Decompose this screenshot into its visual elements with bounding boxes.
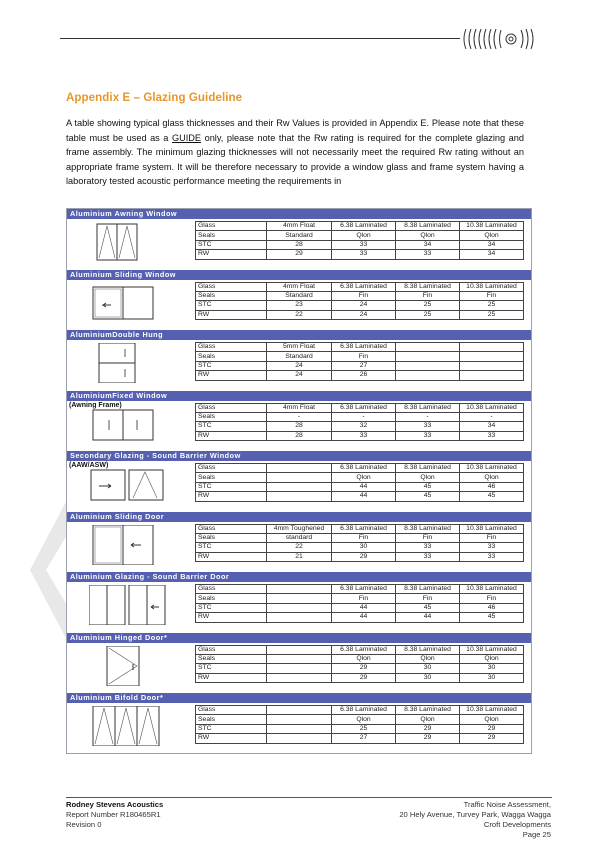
value-cell: 24 <box>267 361 332 370</box>
value-cell <box>267 464 332 473</box>
value-cell: 27 <box>332 361 396 370</box>
value-cell: 34 <box>460 422 524 431</box>
section-title: Aluminium Sliding Door <box>67 512 531 522</box>
table-row <box>196 613 524 622</box>
footer-address: 20 Hely Avenue, Turvey Park, Wagga Wagga <box>399 810 551 819</box>
value-cell <box>267 673 332 682</box>
section-subtitle: (AAW/ASW) <box>69 462 109 469</box>
footer-rule <box>66 797 552 798</box>
table-row <box>196 715 524 724</box>
table-row <box>196 343 524 352</box>
value-cell: 8.38 Laminated <box>396 222 460 231</box>
value-cell <box>267 594 332 603</box>
glazing-spec-table <box>195 524 524 563</box>
table-row <box>196 492 524 501</box>
value-cell: 4mm Float <box>267 222 332 231</box>
value-cell: 44 <box>396 613 460 622</box>
value-cell: Qlon <box>396 715 460 724</box>
row-label-cell: Seals <box>196 533 267 542</box>
value-cell: 33 <box>332 250 396 259</box>
fixed-diagram-icon <box>89 404 169 444</box>
row-label-cell: Seals <box>196 291 267 300</box>
value-cell <box>267 645 332 654</box>
value-cell <box>267 664 332 673</box>
table-row <box>196 412 524 421</box>
value-cell: 8.38 Laminated <box>396 464 460 473</box>
row-label-cell: Glass <box>196 403 267 412</box>
value-cell: 28 <box>267 431 332 440</box>
value-cell: 6.38 Laminated <box>332 282 396 291</box>
value-cell: 30 <box>332 543 396 552</box>
value-cell: 10.38 Laminated <box>460 403 524 412</box>
table-row <box>196 371 524 380</box>
window-type-section <box>67 330 531 391</box>
value-cell: 25 <box>332 724 396 733</box>
value-cell: 30 <box>460 664 524 673</box>
row-label-cell: Glass <box>196 464 267 473</box>
value-cell: 29 <box>267 250 332 259</box>
value-cell: - <box>396 412 460 421</box>
window-type-section <box>67 512 531 573</box>
section-title: Secondary Glazing - Sound Barrier Window <box>67 451 531 461</box>
table-row <box>196 524 524 533</box>
section-subtitle: (Awning Frame) <box>69 401 122 409</box>
header-rule <box>60 38 460 39</box>
footer-page-number: Page 25 <box>522 830 551 839</box>
value-cell <box>396 352 460 361</box>
value-cell: 45 <box>460 613 524 622</box>
value-cell: - <box>460 412 524 421</box>
row-label-cell: Glass <box>196 524 267 533</box>
guide-emphasis: GUIDE <box>171 132 202 143</box>
value-cell: 25 <box>396 310 460 319</box>
value-cell: 33 <box>396 431 460 440</box>
row-label-cell: Seals <box>196 654 267 663</box>
value-cell: 10.38 Laminated <box>460 524 524 533</box>
value-cell <box>460 361 524 370</box>
value-cell <box>460 352 524 361</box>
hinged-diagram-icon <box>89 646 169 686</box>
table-row <box>196 482 524 491</box>
value-cell: Fin <box>460 594 524 603</box>
bifold-diagram-icon <box>89 706 169 746</box>
value-cell <box>396 361 460 370</box>
value-cell: 22 <box>267 543 332 552</box>
table-row <box>196 352 524 361</box>
section-title: Aluminium Bifold Door* <box>67 693 531 703</box>
value-cell: 44 <box>332 603 396 612</box>
value-cell <box>267 734 332 743</box>
value-cell <box>267 715 332 724</box>
glazing-spec-table <box>195 342 524 381</box>
section-title: Aluminium Hinged Door* <box>67 633 531 643</box>
glazing-spec-table <box>195 221 524 260</box>
value-cell: - <box>332 412 396 421</box>
value-cell: 29 <box>460 734 524 743</box>
row-label-cell: Seals <box>196 473 267 482</box>
value-cell: 33 <box>460 552 524 561</box>
concentric-sound-waves-icon <box>462 26 544 52</box>
value-cell <box>396 343 460 352</box>
row-label-cell: STC <box>196 301 267 310</box>
value-cell: 6.38 Laminated <box>332 403 396 412</box>
footer-client: Croft Developments <box>483 820 551 829</box>
value-cell: Fin <box>332 291 396 300</box>
value-cell: 33 <box>460 431 524 440</box>
row-label-cell: Seals <box>196 231 267 240</box>
value-cell <box>267 613 332 622</box>
row-label-cell: STC <box>196 543 267 552</box>
table-row <box>196 250 524 259</box>
table-row <box>196 734 524 743</box>
row-label-cell: Glass <box>196 585 267 594</box>
value-cell: 29 <box>396 734 460 743</box>
value-cell: 44 <box>332 613 396 622</box>
value-cell: 32 <box>332 422 396 431</box>
value-cell: - <box>267 412 332 421</box>
row-label-cell: Glass <box>196 645 267 654</box>
window-type-section <box>67 572 531 633</box>
value-cell <box>460 371 524 380</box>
row-label-cell: STC <box>196 664 267 673</box>
value-cell: Qlon <box>460 473 524 482</box>
value-cell: 6.38 Laminated <box>332 645 396 654</box>
value-cell: 33 <box>332 240 396 249</box>
value-cell: 8.38 Laminated <box>396 524 460 533</box>
value-cell: 26 <box>332 371 396 380</box>
value-cell: 25 <box>460 301 524 310</box>
value-cell: 33 <box>396 422 460 431</box>
value-cell: 10.38 Laminated <box>460 706 524 715</box>
value-cell: 34 <box>460 250 524 259</box>
value-cell: 30 <box>460 673 524 682</box>
value-cell: 28 <box>267 240 332 249</box>
table-row <box>196 301 524 310</box>
slidingdoor-diagram-icon <box>89 525 169 565</box>
barrierdoor-diagram-icon <box>89 585 169 625</box>
value-cell: Fin <box>332 594 396 603</box>
window-type-section <box>67 270 531 331</box>
glazing-table-sheet <box>66 208 532 754</box>
value-cell: 23 <box>267 301 332 310</box>
table-row <box>196 403 524 412</box>
value-cell: 4mm Toughened <box>267 524 332 533</box>
row-label-cell: STC <box>196 240 267 249</box>
footer-project: Traffic Noise Assessment, <box>463 800 551 809</box>
value-cell: Standard <box>267 231 332 240</box>
value-cell: Qlon <box>332 473 396 482</box>
value-cell: 46 <box>460 603 524 612</box>
value-cell <box>267 482 332 491</box>
value-cell <box>267 492 332 501</box>
value-cell: Standard <box>267 291 332 300</box>
value-cell: 6.38 Laminated <box>332 343 396 352</box>
value-cell: 8.38 Laminated <box>396 585 460 594</box>
table-row <box>196 473 524 482</box>
value-cell: 27 <box>332 734 396 743</box>
value-cell: 29 <box>332 664 396 673</box>
value-cell: 30 <box>396 664 460 673</box>
row-label-cell: Glass <box>196 282 267 291</box>
value-cell <box>267 706 332 715</box>
value-cell: Qlon <box>332 654 396 663</box>
table-row <box>196 724 524 733</box>
table-row <box>196 645 524 654</box>
value-cell <box>267 724 332 733</box>
value-cell <box>460 343 524 352</box>
value-cell: 8.38 Laminated <box>396 645 460 654</box>
table-row <box>196 431 524 440</box>
value-cell: 10.38 Laminated <box>460 645 524 654</box>
value-cell: standard <box>267 533 332 542</box>
value-cell: Qlon <box>460 654 524 663</box>
value-cell: Fin <box>460 291 524 300</box>
value-cell: Qlon <box>332 715 396 724</box>
row-label-cell: STC <box>196 361 267 370</box>
table-row <box>196 282 524 291</box>
value-cell: Qlon <box>396 473 460 482</box>
secondary-diagram-icon <box>89 464 169 504</box>
value-cell: 22 <box>267 310 332 319</box>
table-row <box>196 594 524 603</box>
value-cell: 34 <box>396 240 460 249</box>
value-cell: 29 <box>460 724 524 733</box>
row-label-cell: Seals <box>196 412 267 421</box>
window-type-section <box>67 451 531 512</box>
value-cell: Fin <box>332 352 396 361</box>
value-cell: 45 <box>396 482 460 491</box>
glazing-spec-table <box>195 705 524 744</box>
value-cell <box>267 654 332 663</box>
row-label-cell: RW <box>196 250 267 259</box>
value-cell: 45 <box>396 492 460 501</box>
value-cell <box>267 473 332 482</box>
intro-paragraph <box>66 116 524 189</box>
value-cell: 33 <box>396 543 460 552</box>
row-label-cell: STC <box>196 724 267 733</box>
value-cell: Fin <box>396 291 460 300</box>
row-label-cell: Glass <box>196 343 267 352</box>
value-cell: 29 <box>332 673 396 682</box>
section-title: AluminiumDouble Hung <box>67 330 531 340</box>
value-cell: 28 <box>267 422 332 431</box>
table-row <box>196 240 524 249</box>
table-row <box>196 291 524 300</box>
value-cell: 8.38 Laminated <box>396 403 460 412</box>
window-type-section <box>67 633 531 694</box>
value-cell: Qlon <box>332 231 396 240</box>
table-row <box>196 654 524 663</box>
table-row <box>196 603 524 612</box>
value-cell: 6.38 Laminated <box>332 585 396 594</box>
value-cell: 24 <box>332 301 396 310</box>
row-label-cell: RW <box>196 552 267 561</box>
table-row <box>196 585 524 594</box>
value-cell: 6.38 Laminated <box>332 706 396 715</box>
value-cell: 4mm Float <box>267 282 332 291</box>
value-cell: 10.38 Laminated <box>460 222 524 231</box>
glazing-spec-table <box>195 645 524 684</box>
glazing-spec-table <box>195 584 524 623</box>
value-cell: 29 <box>332 552 396 561</box>
glazing-spec-table <box>195 403 524 442</box>
row-label-cell: RW <box>196 371 267 380</box>
row-label-cell: Glass <box>196 706 267 715</box>
table-row <box>196 543 524 552</box>
value-cell: 4mm Float <box>267 403 332 412</box>
value-cell <box>267 585 332 594</box>
value-cell: 34 <box>460 240 524 249</box>
value-cell: 10.38 Laminated <box>460 464 524 473</box>
value-cell: Standard <box>267 352 332 361</box>
window-type-section <box>67 209 531 270</box>
value-cell: Fin <box>332 533 396 542</box>
value-cell: 25 <box>396 301 460 310</box>
footer-company: Rodney Stevens Acoustics <box>66 800 164 809</box>
table-row <box>196 310 524 319</box>
table-row <box>196 222 524 231</box>
row-label-cell: STC <box>196 482 267 491</box>
sliding-diagram-icon <box>89 283 169 323</box>
value-cell: 8.38 Laminated <box>396 282 460 291</box>
value-cell: 33 <box>460 543 524 552</box>
section-title: Aluminium Glazing - Sound Barrier Door <box>67 572 531 582</box>
page-title: Appendix E – Glazing Guideline <box>66 92 243 104</box>
footer-left <box>66 800 163 830</box>
value-cell: Qlon <box>396 654 460 663</box>
table-row <box>196 464 524 473</box>
value-cell: 21 <box>267 552 332 561</box>
window-type-section <box>67 693 531 754</box>
value-cell: 33 <box>332 431 396 440</box>
value-cell: 33 <box>396 552 460 561</box>
value-cell: 6.38 Laminated <box>332 464 396 473</box>
row-label-cell: RW <box>196 431 267 440</box>
table-row <box>196 231 524 240</box>
table-row <box>196 673 524 682</box>
value-cell: 45 <box>396 603 460 612</box>
table-row <box>196 664 524 673</box>
value-cell: 6.38 Laminated <box>332 524 396 533</box>
value-cell: 10.38 Laminated <box>460 282 524 291</box>
row-label-cell: Seals <box>196 594 267 603</box>
value-cell: 29 <box>396 724 460 733</box>
value-cell: 5mm Float <box>267 343 332 352</box>
awning-diagram-icon <box>89 222 169 262</box>
value-cell <box>267 603 332 612</box>
value-cell <box>396 371 460 380</box>
value-cell: 30 <box>396 673 460 682</box>
intro-text-end: only, please note that the Rw rating is required for the complete glazing and frame assembly. The minimum glazing thicknesses will not necessarily meet the required Rw rating without an appropriate frame system. It will be therefore necessary to provide a window glass and frame system having a laboratory tested acoustic performance meeting the requirements in <box>66 132 525 187</box>
value-cell: 8.38 Laminated <box>396 706 460 715</box>
glazing-spec-table <box>195 282 524 321</box>
section-title: AluminiumFixed Window <box>67 391 531 401</box>
table-row <box>196 533 524 542</box>
window-type-section <box>67 391 531 452</box>
value-cell: 33 <box>396 250 460 259</box>
row-label-cell: RW <box>196 673 267 682</box>
row-label-cell: STC <box>196 603 267 612</box>
doublehung-diagram-icon <box>89 343 169 383</box>
row-label-cell: STC <box>196 422 267 431</box>
value-cell: 10.38 Laminated <box>460 585 524 594</box>
value-cell: Qlon <box>396 231 460 240</box>
value-cell: 24 <box>267 371 332 380</box>
intro-text-start: A table showing typical glass thicknesses and their Rw Values is provided in Appendix E. Please note that these table must be used as a <box>66 118 524 143</box>
table-row <box>196 552 524 561</box>
section-title: Aluminium Sliding Window <box>67 270 531 280</box>
row-label-cell: Seals <box>196 715 267 724</box>
row-label-cell: Glass <box>196 222 267 231</box>
row-label-cell: RW <box>196 613 267 622</box>
value-cell: Fin <box>460 533 524 542</box>
value-cell: 6.38 Laminated <box>332 222 396 231</box>
section-title: Aluminium Awning Window <box>67 209 531 219</box>
value-cell: 25 <box>460 310 524 319</box>
row-label-cell: RW <box>196 310 267 319</box>
footer-right <box>399 800 551 840</box>
value-cell: Qlon <box>460 715 524 724</box>
table-row <box>196 361 524 370</box>
row-label-cell: RW <box>196 734 267 743</box>
value-cell: 44 <box>332 482 396 491</box>
table-row <box>196 422 524 431</box>
footer-revision: Revision 0 <box>66 820 102 829</box>
table-row <box>196 706 524 715</box>
value-cell: Fin <box>396 594 460 603</box>
value-cell: 45 <box>460 492 524 501</box>
glazing-spec-table <box>195 463 524 502</box>
row-label-cell: RW <box>196 492 267 501</box>
row-label-cell: Seals <box>196 352 267 361</box>
value-cell: 24 <box>332 310 396 319</box>
value-cell: Fin <box>396 533 460 542</box>
footer-report-number: Report Number R180465R1 <box>66 810 161 819</box>
value-cell: 46 <box>460 482 524 491</box>
value-cell: Qlon <box>460 231 524 240</box>
value-cell: 44 <box>332 492 396 501</box>
